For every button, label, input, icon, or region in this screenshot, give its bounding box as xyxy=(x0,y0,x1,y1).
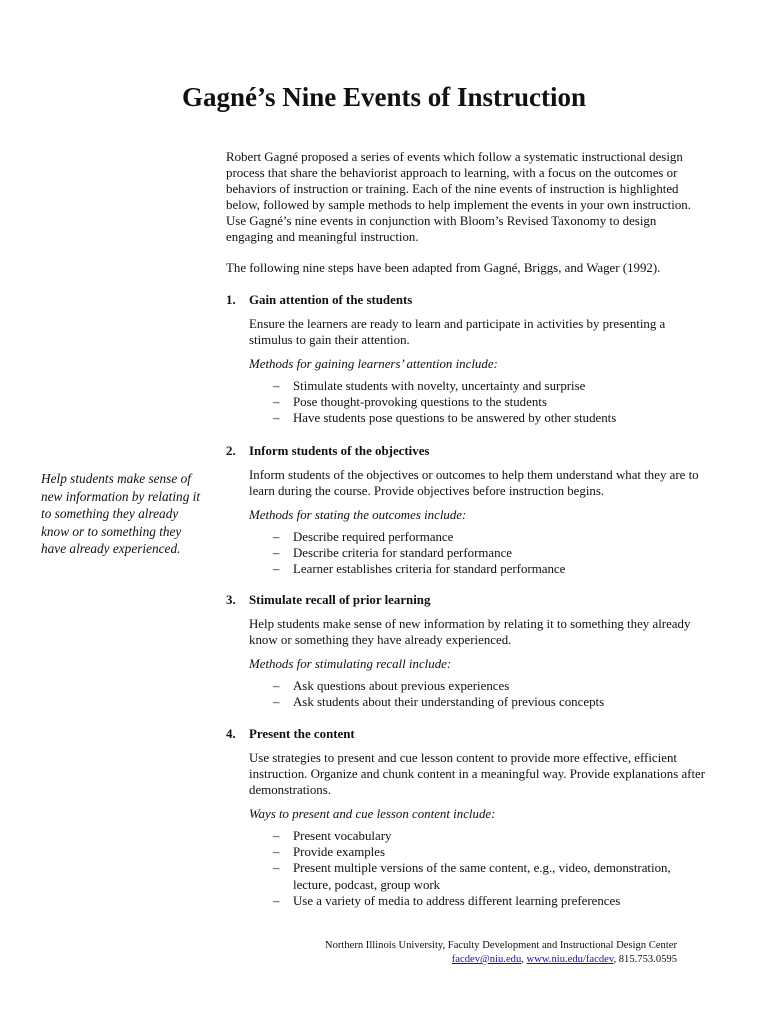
adapted-note: The following nine steps have been adapted from Gagné, Briggs, and Wager (1992). xyxy=(226,261,661,275)
list-item-text: Stimulate students with novelty, uncertainty and surprise xyxy=(293,379,586,393)
event-title: Present the content xyxy=(249,727,355,741)
event-description: Inform students of the objectives or outcomes to help them understand what they are to learn during the course. Provide objectives before instruction begins. xyxy=(249,468,699,498)
dash-bullet: – xyxy=(273,530,280,544)
event-number: 3. xyxy=(226,593,236,607)
list-item-text: Ask students about their understanding of previous concepts xyxy=(293,695,605,710)
list-item xyxy=(249,394,706,410)
event-heading xyxy=(226,592,706,608)
event-1 xyxy=(226,292,706,427)
dash-bullet: – xyxy=(273,695,280,710)
dash-bullet: – xyxy=(273,829,280,843)
list-item xyxy=(249,678,706,694)
phone-number: 815.753.0595 xyxy=(618,954,677,965)
event-description: Use strategies to present and cue lesson content to provide more effective, efficient instruction. Organize and chunk content in a meaningful way. Provide explanations after demonstrations. xyxy=(249,751,706,797)
dash-bullet: – xyxy=(273,395,280,410)
list-item xyxy=(249,844,706,860)
dash-bullet: – xyxy=(273,379,280,393)
list-item-text: Learner establishes criteria for standard performance xyxy=(293,562,566,577)
event-heading xyxy=(226,443,706,459)
list-item-text: Provide examples xyxy=(293,845,386,860)
event-4 xyxy=(226,726,706,909)
list-item-text: Pose thought-provoking questions to the students xyxy=(293,395,547,410)
list-item-text: Describe required performance xyxy=(293,530,454,544)
list-item-text: Have students pose questions to be answered by other students xyxy=(293,411,617,426)
list-item-text: Use a variety of media to address different learning preferences xyxy=(293,893,621,908)
event-methods-list xyxy=(249,828,706,909)
footer-organization: Northern Illinois University, Faculty Development and Instructional Design Center xyxy=(324,940,677,951)
event-number: 4. xyxy=(226,727,236,741)
event-title: Inform students of the objectives xyxy=(249,444,430,458)
email-link[interactable]: facdev@niu.edu xyxy=(451,954,522,965)
event-2 xyxy=(226,443,706,578)
page-title: Gagné’s Nine Events of Instruction xyxy=(181,82,586,112)
dash-bullet: – xyxy=(273,679,280,693)
footer-separator: , xyxy=(613,954,619,965)
event-heading xyxy=(226,292,706,308)
website-link[interactable]: www.niu.edu/facdev xyxy=(526,954,614,965)
dash-bullet: – xyxy=(273,562,280,577)
event-methods-label: Ways to present and cue lesson content include: xyxy=(249,807,496,821)
event-3 xyxy=(226,592,706,710)
dash-bullet: – xyxy=(273,411,280,426)
list-item xyxy=(249,828,706,844)
dash-bullet: – xyxy=(273,546,280,561)
event-methods-label: Methods for stating the outcomes include: xyxy=(249,508,467,522)
dash-bullet: – xyxy=(273,893,280,908)
list-item-text: Present multiple versions of the same content, e.g., video, demonstration, lecture, podcast, group work xyxy=(293,861,671,892)
intro-paragraph: Robert Gagné proposed a series of events which follow a systematic instructional design process that share the behaviorist approach to learning, with a focus on the outcomes or behaviors of instruction or training. Each of the nine events of instruction is highlighted below, followed by sample methods to help implement the events in your own instruction. Use Gagné’s nine events in conjunction with Bloom’s Revised Taxonomy to design engaging and meaningful instruction. xyxy=(226,150,691,244)
list-item xyxy=(249,545,706,561)
event-methods-list xyxy=(249,529,706,578)
page-footer xyxy=(325,939,677,967)
event-title: Gain attention of the students xyxy=(249,293,413,307)
dash-bullet: – xyxy=(273,845,280,860)
footer-contact xyxy=(325,953,677,967)
event-methods-list xyxy=(249,378,706,427)
margin-callout: Help students make sense of new information by relating it to something they already know or to something they have already experienced. xyxy=(41,471,201,556)
event-heading xyxy=(226,726,706,742)
event-title: Stimulate recall of prior learning xyxy=(249,593,431,607)
list-item xyxy=(249,378,706,394)
list-item xyxy=(249,529,706,545)
event-description: Ensure the learners are ready to learn and participate in activities by presenting a stimulus to gain their attention. xyxy=(249,317,666,347)
list-item xyxy=(249,860,706,892)
list-item xyxy=(249,410,706,426)
list-item xyxy=(249,893,706,909)
event-number: 1. xyxy=(226,293,236,307)
event-methods-list xyxy=(249,678,706,710)
list-item xyxy=(249,561,706,577)
list-item-text: Ask questions about previous experiences xyxy=(293,679,510,693)
dash-bullet: – xyxy=(273,861,280,876)
event-description: Help students make sense of new information by relating it to something they already know or something they have already experienced. xyxy=(249,617,691,647)
list-item xyxy=(249,694,706,710)
list-item-text: Describe criteria for standard performance xyxy=(293,546,513,561)
event-methods-label: Methods for stimulating recall include: xyxy=(249,657,452,671)
footer-separator: , xyxy=(521,954,527,965)
event-methods-label: Methods for gaining learners’ attention include: xyxy=(249,357,498,371)
event-number: 2. xyxy=(226,444,236,458)
list-item-text: Present vocabulary xyxy=(293,829,392,843)
